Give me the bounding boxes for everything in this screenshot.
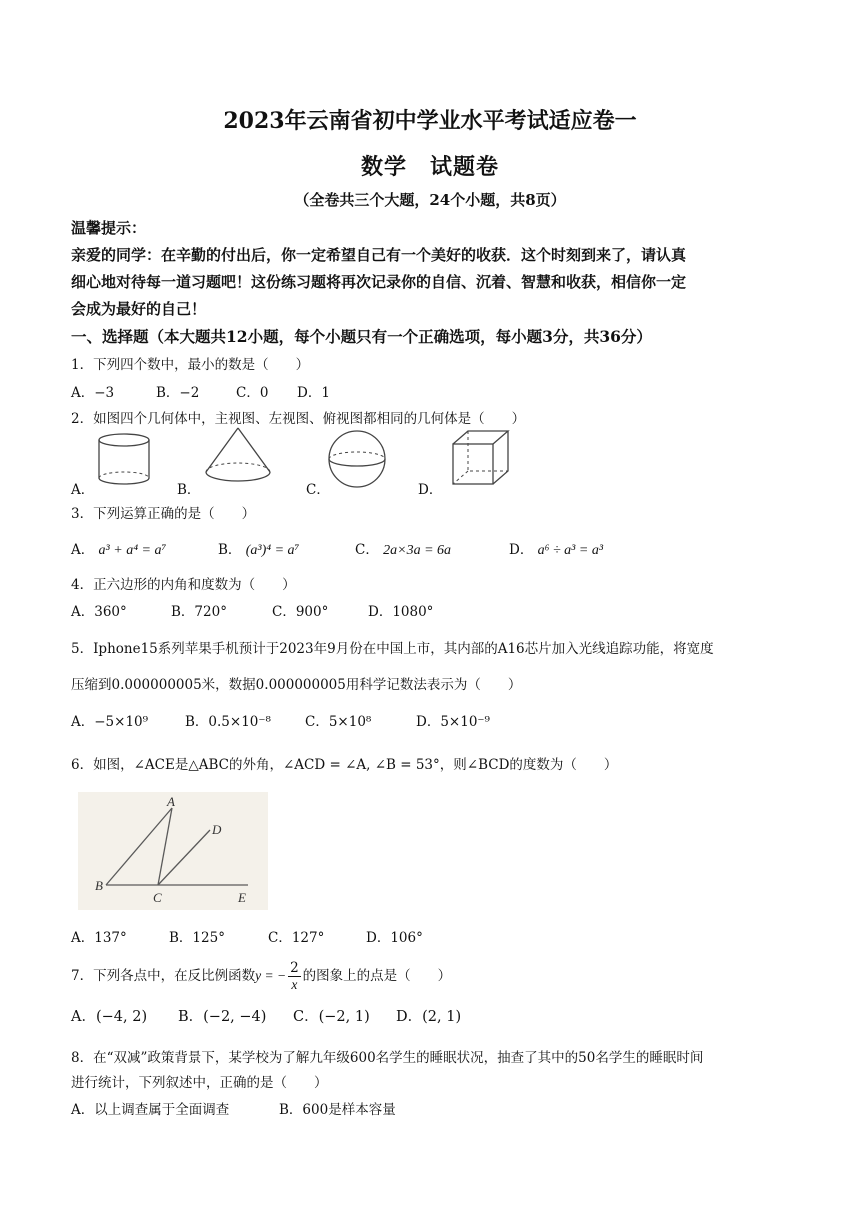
q5-option-c: C．5×10⁸: [305, 714, 372, 730]
q7-stem-pre: 7．下列各点中，在反比例函数: [71, 968, 256, 984]
q7-stem-post: 的图象上的点是（ ）: [302, 968, 452, 984]
q1-option-a: A．−3: [71, 385, 115, 401]
q5-stem-line-2: 压缩到0.000000005米，数据0.000000005用科学记数法表示为（ ）: [71, 677, 522, 693]
q6-option-b: B．125°: [169, 930, 225, 946]
q3-option-c-expr: 2a×3a = 6a: [383, 543, 452, 558]
q3-option-a: [71, 538, 166, 559]
label-point-e: E: [238, 890, 246, 905]
q6-option-d: D．106°: [366, 930, 423, 946]
label-point-d: D: [212, 822, 222, 837]
q8-stem-line-2: 进行统计，下列叙述中，正确的是（ ）: [71, 1075, 328, 1091]
q8-option-a: A．以上调查属于全面调查: [71, 1102, 230, 1118]
q3-stem: 3．下列运算正确的是（ ）: [71, 506, 256, 522]
q7-fraction-denominator: x: [291, 977, 298, 992]
tips-label: 温馨提示：: [71, 219, 147, 237]
q7-fraction: [288, 961, 301, 992]
q4-option-a: A．360°: [71, 604, 127, 620]
cone-figure: [200, 424, 276, 490]
q7-option-c: C．(−2, 1): [293, 1009, 370, 1025]
tips-line-3: 会成为最好的自己！: [71, 300, 207, 318]
q3-option-b-expr: (a³)⁴ = a⁷: [245, 543, 300, 558]
q2-option-c: C．: [306, 482, 330, 498]
q3-option-c: [355, 538, 451, 559]
q3-option-a-expr: a³ + a⁴ = a⁷: [98, 543, 167, 558]
q5-option-a: A．−5×10⁹: [71, 714, 149, 730]
q7-func-y: y = −: [255, 968, 287, 983]
q3-option-b-label: B．: [218, 542, 242, 558]
q1-option-c: C．0: [236, 385, 269, 401]
q8-option-b: B．600是样本容量: [279, 1102, 396, 1118]
q6-option-a: A．137°: [71, 930, 127, 946]
q7-stem: [71, 961, 451, 992]
q3-option-b: [218, 538, 299, 559]
section-heading: 一、选择题（本大题共12小题，每个小题只有一个正确选项，每小题3分，共36分）: [71, 327, 652, 346]
q5-stem-line-1: 5．Iphone15系列苹果手机预计于2023年9月份在中国上市，其内部的A16芯片加入光线追踪功能，将宽度: [71, 641, 714, 657]
q3-option-c-label: C．: [355, 542, 379, 558]
q2-option-a: A．: [71, 482, 95, 498]
q4-option-c: C．900°: [272, 604, 329, 620]
triangle-figure: [78, 792, 268, 910]
q5-option-d: D．5×10⁻⁹: [416, 714, 490, 730]
cylinder-figure: [93, 428, 155, 490]
sphere-figure: [326, 428, 388, 490]
label-point-b: B: [95, 878, 103, 893]
q1-option-b: B．−2: [156, 385, 200, 401]
q1-stem: 1．下列四个数中，最小的数是（ ）: [71, 357, 310, 373]
label-point-a: A: [167, 794, 175, 809]
q4-stem: 4．正六边形的内角和度数为（ ）: [71, 577, 296, 593]
q3-option-d-label: D．: [509, 542, 534, 558]
q7-option-d: D．(2, 1): [396, 1009, 462, 1025]
tips-line-1: 亲爱的同学：在辛勤的付出后，你一定希望自己有一个美好的收获．这个时刻到来了，请认真: [71, 246, 687, 264]
q6-stem: 6．如图，∠ACE是△ABC的外角，∠ACD = ∠A, ∠B = 53°，则∠BCD的度数为（ ）: [71, 757, 618, 773]
tips-line-2: 细心地对待每一道习题吧！这份练习题将再次记录你的自信、沉着、智慧和收获，相信你一定: [71, 273, 687, 291]
label-point-c: C: [153, 890, 162, 905]
q4-option-b: B．720°: [171, 604, 227, 620]
q7-option-a: A．(−4, 2): [71, 1009, 148, 1025]
exam-subtitle: 数学 试题卷: [360, 154, 499, 180]
q3-option-a-label: A．: [71, 542, 95, 558]
q4-option-d: D．1080°: [368, 604, 434, 620]
q7-option-b: B．(−2, −4): [178, 1009, 267, 1025]
q7-fraction-numerator: 2: [290, 960, 299, 976]
exam-title: 2023年云南省初中学业水平考试适应卷一: [223, 108, 637, 134]
cube-figure: [448, 428, 514, 488]
q2-option-b: B．: [177, 482, 201, 498]
q3-option-d: [509, 538, 603, 559]
q2-stem: 2．如图四个几何体中，主视图、左视图、俯视图都相同的几何体是（ ）: [71, 411, 526, 427]
q3-option-d-expr: a⁶ ÷ a³ = a³: [537, 543, 604, 558]
q5-option-b: B．0.5×10⁻⁸: [185, 714, 271, 730]
q6-option-c: C．127°: [268, 930, 325, 946]
exam-note: （全卷共三个大题，24个小题，共8页）: [294, 191, 566, 209]
q2-option-d: D．: [418, 482, 443, 498]
q1-option-d: D．1: [297, 385, 330, 401]
q8-stem-line-1: 8．在“双减”政策背景下，某学校为了解九年级600名学生的睡眠状况，抽查了其中的50名学生的睡眠时间: [71, 1050, 704, 1066]
